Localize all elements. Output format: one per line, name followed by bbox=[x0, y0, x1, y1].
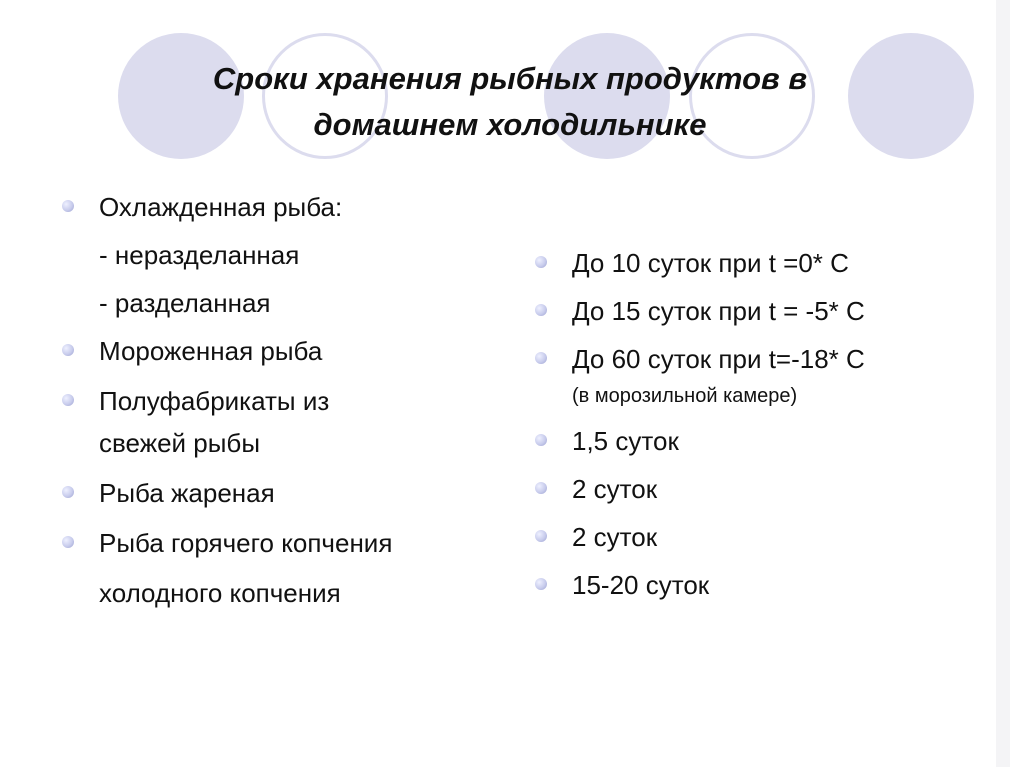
bullet-icon bbox=[535, 434, 547, 446]
product-list bbox=[62, 186, 522, 614]
list-item bbox=[535, 290, 1005, 332]
bullet-icon bbox=[535, 530, 547, 542]
storage-term-list bbox=[535, 242, 1005, 606]
list-item-label: Охлажденная рыба: bbox=[99, 192, 343, 222]
bullet-icon bbox=[535, 578, 547, 590]
list-item-label: - разделанная bbox=[99, 288, 271, 318]
list-item-label: Мороженная рыба bbox=[99, 336, 323, 366]
list-item bbox=[62, 472, 522, 514]
list-item bbox=[62, 380, 522, 422]
bullet-icon bbox=[62, 536, 74, 548]
list-item bbox=[535, 380, 1005, 412]
list-item bbox=[62, 234, 522, 276]
bullet-icon bbox=[62, 344, 74, 356]
list-item bbox=[62, 330, 522, 372]
list-item bbox=[62, 282, 522, 324]
list-item-label: Рыба горячего копчения bbox=[99, 528, 393, 558]
list-item bbox=[62, 422, 522, 464]
list-item-label: 15-20 суток bbox=[572, 570, 710, 600]
list-item-label: 2 суток bbox=[572, 474, 658, 504]
list-item bbox=[535, 338, 1005, 380]
bullet-icon bbox=[62, 486, 74, 498]
bullet-icon bbox=[62, 394, 74, 406]
slide-title bbox=[110, 56, 910, 148]
list-item bbox=[535, 420, 1005, 462]
list-item-label: - неразделанная bbox=[99, 240, 300, 270]
list-item-label: свежей рыбы bbox=[99, 428, 261, 458]
list-item-label: До 60 суток при t=-18* С bbox=[572, 344, 865, 374]
slide-title-line-2: домашнем холодильнике bbox=[313, 107, 707, 142]
list-item bbox=[62, 572, 522, 614]
bullet-icon bbox=[535, 352, 547, 364]
list-item-label: холодного копчения bbox=[99, 578, 341, 608]
bullet-icon bbox=[62, 200, 74, 212]
list-item-label: 1,5 суток bbox=[572, 426, 679, 456]
list-item-label: (в морозильной камере) bbox=[572, 385, 798, 407]
list-item bbox=[62, 186, 522, 228]
list-item bbox=[535, 242, 1005, 284]
bullet-icon bbox=[535, 482, 547, 494]
bullet-icon bbox=[535, 304, 547, 316]
list-item bbox=[535, 468, 1005, 510]
list-item bbox=[535, 516, 1005, 558]
list-item bbox=[62, 522, 522, 564]
list-item-label: До 10 суток при t =0* С bbox=[572, 248, 849, 278]
list-item-label: 2 суток bbox=[572, 522, 658, 552]
bullet-icon bbox=[535, 256, 547, 268]
list-item-label: До 15 суток при t = -5* С bbox=[572, 296, 865, 326]
list-item-label: Полуфабрикаты из bbox=[99, 386, 330, 416]
list-item bbox=[535, 564, 1005, 606]
list-item-label: Рыба жареная bbox=[99, 478, 275, 508]
slide-title-line-1: Сроки хранения рыбных продуктов в bbox=[212, 61, 808, 96]
